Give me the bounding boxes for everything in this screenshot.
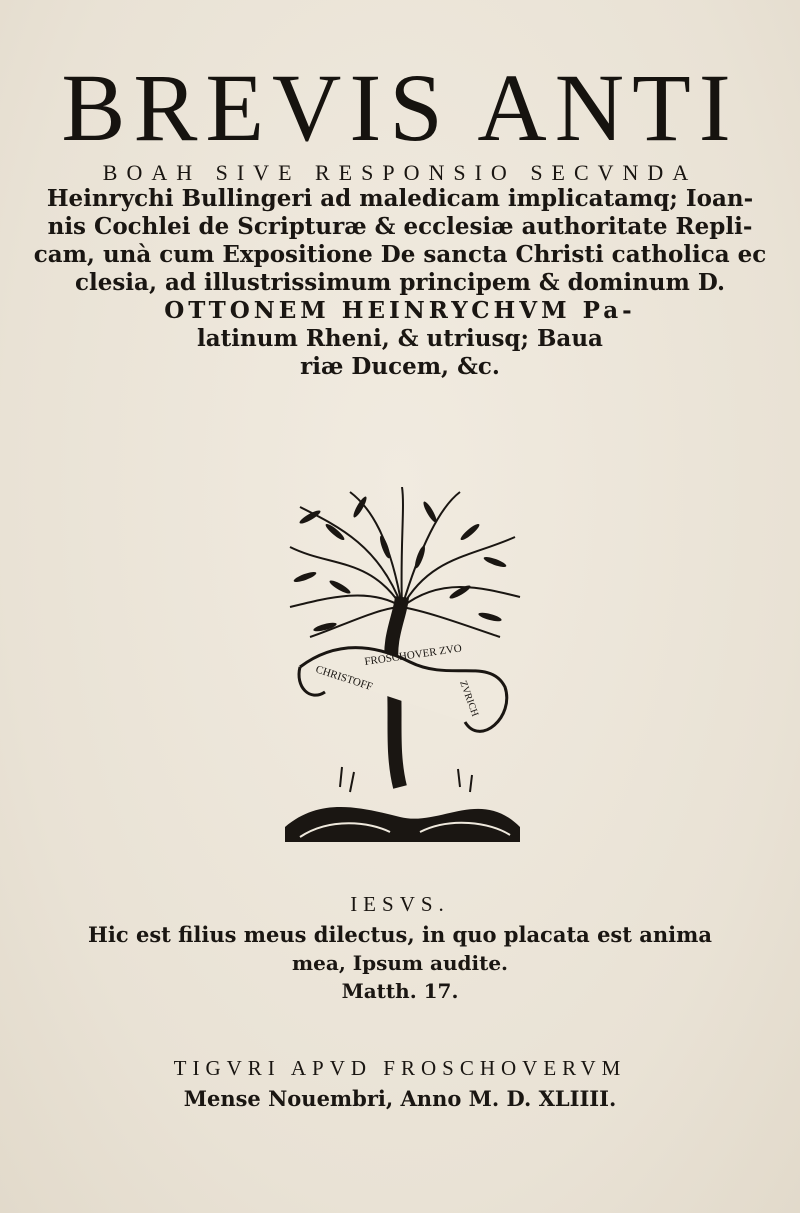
banner-text-3: ZVRICH bbox=[457, 679, 481, 719]
banner-text-1: CHRISTOFF bbox=[314, 663, 374, 694]
body-line-4: clesia, ad illustrissimum principem & dominum D. bbox=[74, 269, 726, 296]
motto-line-2: mea, Ipsum audite. bbox=[291, 951, 509, 975]
body-line-5: OTTONEM HEINRYCHVM Pa- bbox=[164, 297, 636, 324]
body-line-2: nis Cochlei de Scripturæ & ecclesiæ authoritate Repli- bbox=[47, 213, 753, 240]
body-line-3: cam, unà cum Expositione De sancta Christi catholica ec bbox=[33, 241, 767, 268]
body-line-7: riæ Ducem, &c. bbox=[300, 353, 500, 380]
subtitle-line: BOAH SIVE RESPONSIO SECVNDA bbox=[102, 160, 698, 185]
body-line-1: Heinrychi Bullingeri ad maledicam implicatamq; Ioan- bbox=[46, 185, 754, 212]
printer-device-woodcut bbox=[280, 487, 525, 862]
imprint-line-1: TIGVRI APVD FROSCHOVERVM bbox=[173, 1056, 627, 1080]
imprint-line-2: Mense Nouembri, Anno M. D. XLIIII. bbox=[183, 1086, 617, 1111]
banner-text-2: FROSCHOVER ZVO bbox=[363, 642, 463, 668]
motto-heading: IESVS. bbox=[350, 892, 450, 916]
book-title: BREVIS ANTI bbox=[61, 54, 739, 161]
motto-line-1: Hic est filius meus dilectus, in quo placata est anima bbox=[88, 922, 712, 947]
motto-reference: Matth. 17. bbox=[341, 979, 459, 1003]
body-line-6: latinum Rheni, & utriusq; Baua bbox=[197, 325, 603, 352]
